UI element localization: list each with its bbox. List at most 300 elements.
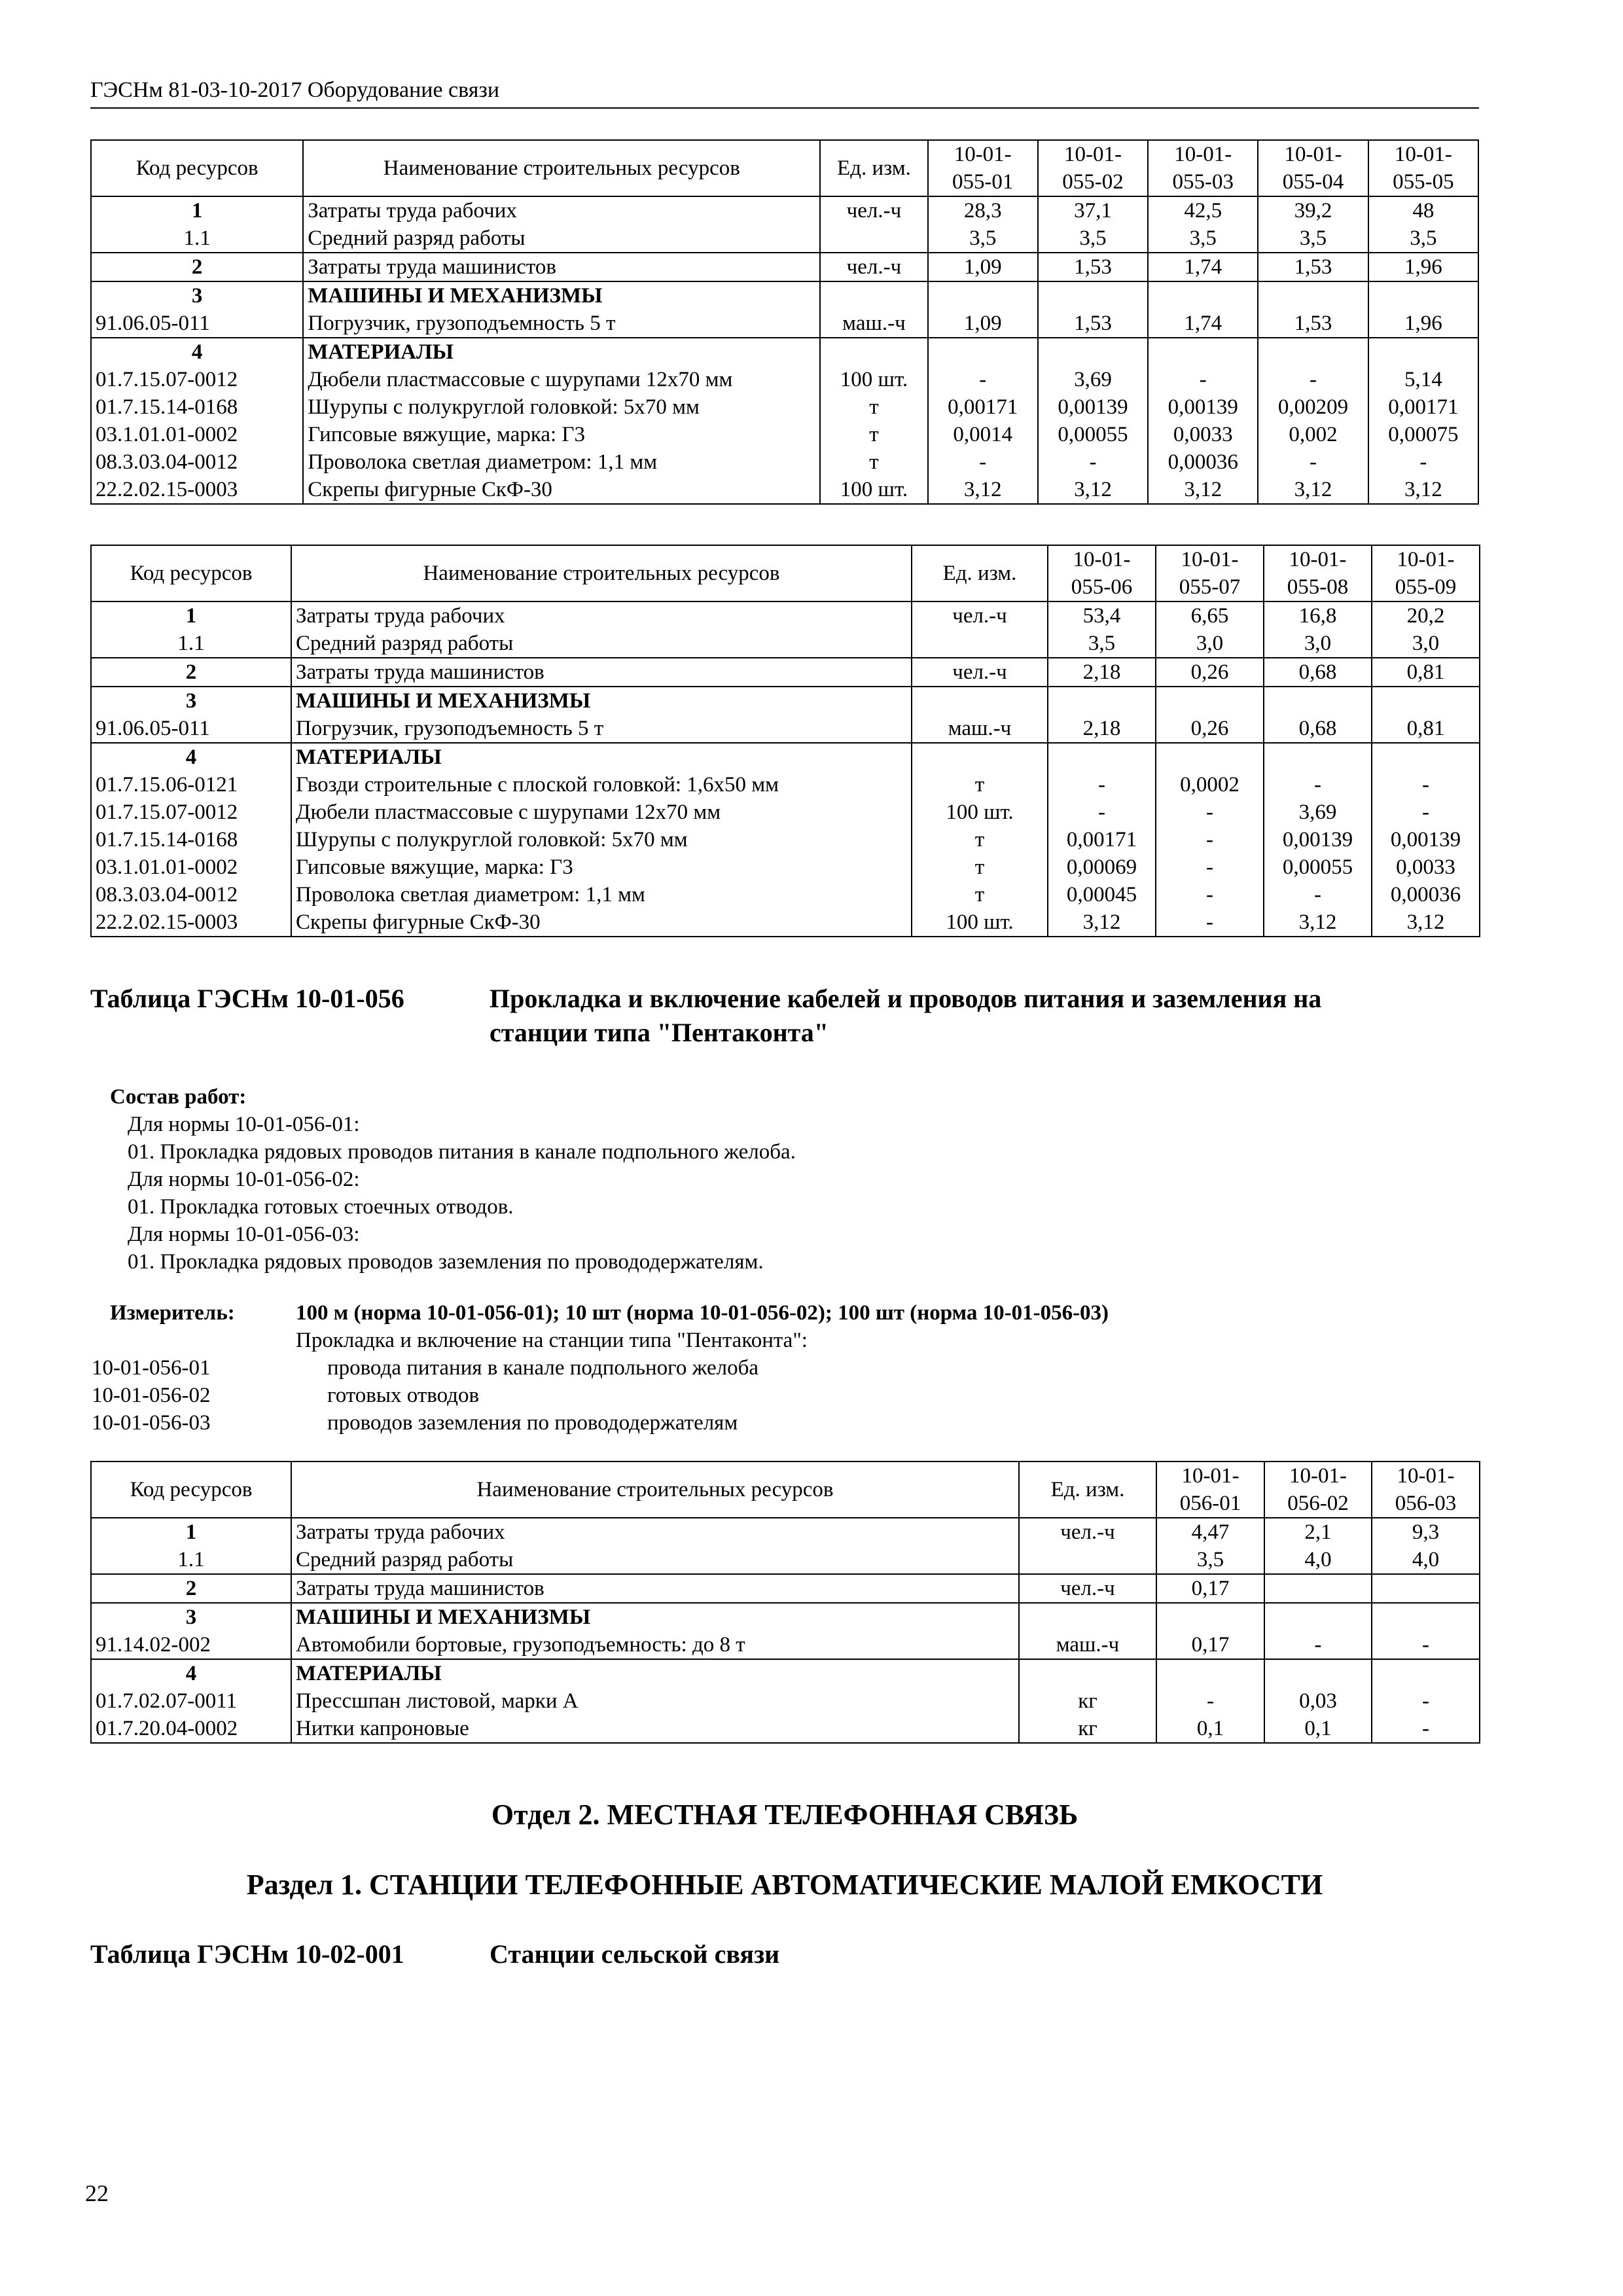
table-cell: Автомобили бортовые, грузоподъемность: до 8 т: [291, 1631, 1019, 1659]
table-cell: 9,3: [1372, 1518, 1480, 1546]
table-cell: -: [1156, 826, 1264, 853]
table-cell: Скрепы фигурные СкФ-30: [303, 476, 820, 504]
table-cell: [1258, 338, 1368, 366]
table-cell: 3,12: [1368, 476, 1478, 504]
col-norm-header: [1156, 1462, 1264, 1518]
table-cell: 100 шт.: [820, 366, 927, 393]
table-cell: 3,0: [1264, 630, 1372, 658]
table-cell: МАШИНЫ И МЕХАНИЗМЫ: [291, 687, 912, 715]
table-cell: [1264, 1574, 1372, 1603]
table-cell: 2: [91, 658, 291, 687]
cell-text: 055-08: [1287, 575, 1349, 599]
table-row: [91, 908, 1480, 937]
table-cell: 0,002: [1258, 421, 1368, 448]
table-row: [91, 1631, 1480, 1659]
table-cell: 0,1: [1264, 1715, 1372, 1743]
table-cell: [1019, 1546, 1156, 1574]
table-cell: 3: [91, 687, 291, 715]
cell-text: 10-01-056-02: [92, 1384, 211, 1407]
table-row: [91, 366, 1478, 393]
cell-text: 055-07: [1179, 575, 1241, 599]
table-cell: 0,0002: [1156, 771, 1264, 798]
table-cell: [1038, 338, 1148, 366]
table-cell: 0,03: [1264, 1687, 1372, 1715]
table-cell: Гипсовые вяжущие, марка: Г3: [291, 853, 912, 881]
cell-text: 055-04: [1282, 170, 1344, 194]
col-norm-header: [1264, 545, 1372, 601]
col-norm-header: [1048, 545, 1156, 601]
cell-text: 055-03: [1172, 170, 1234, 194]
table-cell: 1,74: [1148, 310, 1258, 338]
table-cell: -: [928, 448, 1038, 476]
table-cell: Затраты труда машинистов: [291, 658, 912, 687]
table-cell: т: [820, 448, 927, 476]
table-cell: Гипсовые вяжущие, марка: Г3: [303, 421, 820, 448]
table-cell: 0,00139: [1264, 826, 1372, 853]
table-cell: 1.1: [91, 1546, 291, 1574]
table-cell: [1264, 1603, 1372, 1631]
table-cell: 0,00171: [1048, 826, 1156, 853]
table-cell: 3,5: [928, 224, 1038, 253]
table-cell: Средний разряд работы: [291, 630, 912, 658]
table-row: [91, 798, 1480, 826]
table-cell: 3,12: [1038, 476, 1148, 504]
list-item: [92, 1354, 758, 1382]
table-cell: 0,26: [1156, 658, 1264, 687]
composition-line: Для нормы 10-01-056-02:: [128, 1168, 360, 1191]
table-cell: 0,00055: [1264, 853, 1372, 881]
table-cell: [1372, 687, 1480, 715]
table-cell: 4: [91, 1659, 291, 1687]
col-norm-header: [1148, 140, 1258, 196]
resource-table-055-01-05: [90, 139, 1479, 505]
table-row: [91, 1518, 1480, 1546]
cell-text: готовых отводов: [327, 1384, 480, 1407]
table-cell: [820, 281, 927, 310]
table-cell: Погрузчик, грузоподъемность 5 т: [303, 310, 820, 338]
table-cell: 01.7.20.04-0002: [91, 1715, 291, 1743]
table-row: [91, 771, 1480, 798]
table-cell: т: [912, 881, 1048, 908]
table-cell: -: [1148, 366, 1258, 393]
table-cell: 1,96: [1368, 253, 1478, 281]
table-cell: -: [1264, 771, 1372, 798]
table-cell: Затраты труда рабочих: [291, 601, 912, 630]
table-cell: 3,0: [1372, 630, 1480, 658]
table-cell: т: [820, 393, 927, 421]
table-cell: [1019, 1659, 1156, 1687]
table-cell: 16,8: [1264, 601, 1372, 630]
table-cell: чел.-ч: [1019, 1574, 1156, 1603]
table-cell: Средний разряд работы: [303, 224, 820, 253]
table-cell: 2,18: [1048, 658, 1156, 687]
table-cell: 2,1: [1264, 1518, 1372, 1546]
table-cell: -: [1048, 771, 1156, 798]
table-cell: 0,26: [1156, 715, 1264, 743]
table-cell: -: [1156, 853, 1264, 881]
table-cell: 0,00036: [1372, 881, 1480, 908]
table-cell: 0,00075: [1368, 421, 1478, 448]
table-cell: [1372, 1603, 1480, 1631]
table-row: [91, 1715, 1480, 1743]
table-row: [91, 253, 1478, 281]
table-cell: 4,47: [1156, 1518, 1264, 1546]
table-cell: 4: [91, 338, 303, 366]
section-title: Раздел 1. СТАНЦИИ ТЕЛЕФОННЫЕ АВТОМАТИЧЕСКИЕ МАЛОЙ ЕМКОСТИ: [246, 1869, 1323, 1901]
table-row: [91, 715, 1480, 743]
table-cell: чел.-ч: [820, 196, 927, 224]
table-cell: чел.-ч: [1019, 1518, 1156, 1546]
table-cell: [1368, 338, 1478, 366]
table-cell: 3,5: [1156, 1546, 1264, 1574]
table-cell: 4: [91, 743, 291, 771]
table-cell: 0,00171: [1368, 393, 1478, 421]
table-cell: -: [1156, 908, 1264, 937]
page-number: 22: [85, 2180, 109, 2206]
table-cell: Дюбели пластмассовые с шурупами 12х70 мм: [291, 798, 912, 826]
table-cell: -: [1258, 448, 1368, 476]
table-cell: маш.-ч: [820, 310, 927, 338]
table-cell: 03.1.01.01-0002: [91, 421, 303, 448]
cell-text: 056-02: [1287, 1492, 1349, 1515]
table-cell: чел.-ч: [912, 601, 1048, 630]
table-cell: 0,0033: [1148, 421, 1258, 448]
table-cell: [1048, 743, 1156, 771]
table-cell: 100 шт.: [820, 476, 927, 504]
table-cell: [1264, 687, 1372, 715]
table-cell: 1,53: [1258, 310, 1368, 338]
cell-text: провода питания в канале подпольного желоба: [327, 1356, 759, 1380]
table-cell: [1258, 281, 1368, 310]
table-cell: 01.7.15.06-0121: [91, 771, 291, 798]
table-cell: кг: [1019, 1687, 1156, 1715]
col-name-header: Наименование строительных ресурсов: [291, 545, 912, 601]
table-cell: чел.-ч: [912, 658, 1048, 687]
col-norm-header: [1264, 1462, 1372, 1518]
table-cell: -: [1156, 881, 1264, 908]
col-unit-header: Ед. изм.: [820, 140, 927, 196]
table-row: [91, 658, 1480, 687]
cell-text: 10-01-: [1063, 143, 1122, 166]
table-row: [91, 630, 1480, 658]
col-code-header: Код ресурсов: [91, 545, 291, 601]
table-cell: 1: [91, 1518, 291, 1546]
table-cell: [820, 338, 927, 366]
col-name-header: Наименование строительных ресурсов: [303, 140, 820, 196]
table-cell: [1156, 743, 1264, 771]
cell-text: 055-09: [1395, 575, 1457, 599]
meter-description: Прокладка и включение на станции типа "Пентаконта":: [296, 1329, 808, 1352]
table-header-row: [91, 1462, 1480, 1518]
table-cell: Скрепы фигурные СкФ-30: [291, 908, 912, 937]
cell-text: 10-01-: [1289, 548, 1347, 571]
table-cell: 0,00045: [1048, 881, 1156, 908]
table-row: [91, 421, 1478, 448]
meter-value: 100 м (норма 10-01-056-01); 10 шт (норма 10-01-056-02); 100 шт (норма 10-01-056-03): [296, 1301, 1109, 1325]
table-caption-title: Прокладка и включение кабелей и проводов питания и заземления на станции типа "Пентаконта": [490, 984, 1322, 1047]
table-cell: 0,1: [1156, 1715, 1264, 1743]
table-cell: Шурупы с полукруглой головкой: 5х70 мм: [303, 393, 820, 421]
table-cell: 01.7.02.07-0011: [91, 1687, 291, 1715]
col-code-header: Код ресурсов: [91, 140, 303, 196]
table-cell: -: [1372, 1715, 1480, 1743]
table-cell: 0,17: [1156, 1574, 1264, 1603]
cell-text: 10-01-: [1174, 143, 1232, 166]
table-cell: Погрузчик, грузоподъемность 5 т: [291, 715, 912, 743]
table-cell: 2: [91, 253, 303, 281]
table-cell: [1372, 1574, 1480, 1603]
table-row: [91, 826, 1480, 853]
table-row: [91, 224, 1478, 253]
table-cell: 0,0033: [1372, 853, 1480, 881]
cell-text: 10-01-: [1284, 143, 1342, 166]
table-cell: т: [820, 421, 927, 448]
department-title: Отдел 2. МЕСТНАЯ ТЕЛЕФОННАЯ СВЯЗЬ: [491, 1799, 1079, 1831]
table-cell: маш.-ч: [912, 715, 1048, 743]
table-cell: 91.06.05-011: [91, 310, 303, 338]
table-cell: Затраты труда рабочих: [291, 1518, 1019, 1546]
table-cell: 28,3: [928, 196, 1038, 224]
composition-label: Состав работ:: [110, 1085, 247, 1109]
cell-text: 055-06: [1071, 575, 1133, 599]
resource-table-055-06-09: [90, 545, 1480, 937]
table-row: [91, 1574, 1480, 1603]
table-cell: 0,00036: [1148, 448, 1258, 476]
table-cell: 91.06.05-011: [91, 715, 291, 743]
table-row: [91, 881, 1480, 908]
table-cell: 3,12: [1372, 908, 1480, 937]
table-cell: [1148, 338, 1258, 366]
cell-text: 10-01-: [1397, 548, 1455, 571]
table-cell: Нитки капроновые: [291, 1715, 1019, 1743]
table-cell: Прессшпан листовой, марки А: [291, 1687, 1019, 1715]
table-cell: [1148, 281, 1258, 310]
table-cell: 3,5: [1258, 224, 1368, 253]
resource-table-056: [90, 1461, 1480, 1744]
table-cell: 1.1: [91, 630, 291, 658]
table-cell: 3,12: [1258, 476, 1368, 504]
table-cell: [928, 338, 1038, 366]
table-cell: [1368, 281, 1478, 310]
table-cell: 37,1: [1038, 196, 1148, 224]
table-cell: 6,65: [1156, 601, 1264, 630]
table-row: [91, 601, 1480, 630]
table-cell: кг: [1019, 1715, 1156, 1743]
table-cell: -: [1264, 881, 1372, 908]
col-norm-header: [1038, 140, 1148, 196]
cell-text: 10-01-: [1181, 1464, 1240, 1488]
list-item: [92, 1409, 758, 1437]
table-cell: 3,12: [928, 476, 1038, 504]
table-cell: -: [1156, 1687, 1264, 1715]
table-cell: 0,00139: [1038, 393, 1148, 421]
cell-text: проводов заземления по провододержателям: [327, 1411, 738, 1435]
table-cell: 0,00209: [1258, 393, 1368, 421]
table-row: [91, 476, 1478, 504]
table-cell: [912, 687, 1048, 715]
cell-text: 10-01-: [1073, 548, 1131, 571]
table-cell: 08.3.03.04-0012: [91, 448, 303, 476]
table-cell: [1019, 1603, 1156, 1631]
table-cell: [1038, 281, 1148, 310]
meter-label: Измеритель:: [110, 1301, 235, 1325]
table-cell: 1,09: [928, 310, 1038, 338]
table-cell: т: [912, 826, 1048, 853]
table-cell: -: [1048, 798, 1156, 826]
table-row: [91, 687, 1480, 715]
cell-text: 10-01-: [1394, 143, 1452, 166]
table-cell: Средний разряд работы: [291, 1546, 1019, 1574]
table-cell: МАТЕРИАЛЫ: [291, 1659, 1019, 1687]
cell-text: 10-01-056-03: [92, 1411, 211, 1435]
cell-text: 056-03: [1395, 1492, 1457, 1515]
table-cell: [1372, 743, 1480, 771]
cell-text: 10-01-: [1397, 1464, 1455, 1488]
table-cell: 1,09: [928, 253, 1038, 281]
table-cell: Гвозди строительные с плоской головкой: 1,6х50 мм: [291, 771, 912, 798]
table-cell: [1156, 1603, 1264, 1631]
cell-text: 10-01-: [1289, 1464, 1347, 1488]
table-cell: [912, 743, 1048, 771]
col-norm-header: [1372, 1462, 1480, 1518]
composition-line: 01. Прокладка готовых стоечных отводов.: [128, 1195, 514, 1219]
table-cell: 3,0: [1156, 630, 1264, 658]
table-cell: 1,96: [1368, 310, 1478, 338]
table-header-row: [91, 545, 1480, 601]
table-cell: [1264, 1659, 1372, 1687]
table-cell: 1: [91, 601, 291, 630]
table-cell: 3,12: [1048, 908, 1156, 937]
table-cell: чел.-ч: [820, 253, 927, 281]
table-cell: 3,12: [1148, 476, 1258, 504]
table-cell: [820, 224, 927, 253]
table-cell: -: [928, 366, 1038, 393]
table-cell: Шурупы с полукруглой головкой: 5х70 мм: [291, 826, 912, 853]
table-row: [91, 281, 1478, 310]
table-cell: 0,00055: [1038, 421, 1148, 448]
table-cell: 0,81: [1372, 715, 1480, 743]
cell-text: 056-01: [1179, 1492, 1241, 1515]
table-cell: 2,18: [1048, 715, 1156, 743]
table-cell: 39,2: [1258, 196, 1368, 224]
col-code-header: Код ресурсов: [91, 1462, 291, 1518]
col-norm-header: [1372, 545, 1480, 601]
norm-list: [92, 1354, 758, 1437]
table-cell: -: [1038, 448, 1148, 476]
table-row: [91, 310, 1478, 338]
table-cell: 0,17: [1156, 1631, 1264, 1659]
table-cell: -: [1372, 771, 1480, 798]
table-cell: [1048, 687, 1156, 715]
table-cell: 4,0: [1264, 1546, 1372, 1574]
table-cell: 0,68: [1264, 715, 1372, 743]
table-cell: -: [1156, 798, 1264, 826]
table-caption-title: Станции сельской связи: [490, 1939, 780, 1969]
table-cell: 53,4: [1048, 601, 1156, 630]
table-cell: 3,5: [1148, 224, 1258, 253]
table-cell: 1,53: [1258, 253, 1368, 281]
table-cell: 3,5: [1368, 224, 1478, 253]
table-cell: [928, 281, 1038, 310]
table-cell: МАТЕРИАЛЫ: [303, 338, 820, 366]
table-cell: 08.3.03.04-0012: [91, 881, 291, 908]
table-row: [91, 196, 1478, 224]
table-cell: [1372, 1659, 1480, 1687]
table-cell: 0,81: [1372, 658, 1480, 687]
table-cell: -: [1264, 1631, 1372, 1659]
table-cell: 3,5: [1048, 630, 1156, 658]
composition-line: 01. Прокладка рядовых проводов заземления по провододержателям.: [128, 1250, 764, 1274]
cell-text: 10-01-056-01: [92, 1356, 211, 1380]
table-cell: 5,14: [1368, 366, 1478, 393]
table-cell: 0,00069: [1048, 853, 1156, 881]
table-row: [91, 1546, 1480, 1574]
table-cell: [1156, 1659, 1264, 1687]
list-item: [92, 1382, 758, 1409]
table-cell: 3,69: [1038, 366, 1148, 393]
table-cell: 1: [91, 196, 303, 224]
table-row: [91, 743, 1480, 771]
table-row: [91, 1659, 1480, 1687]
cell-text: 055-02: [1062, 170, 1124, 194]
cell-text: 055-05: [1393, 170, 1454, 194]
table-cell: 1,53: [1038, 253, 1148, 281]
col-unit-header: Ед. изм.: [1019, 1462, 1156, 1518]
running-header: ГЭСНм 81-03-10-2017 Оборудование связи: [90, 77, 1479, 109]
table-row: [91, 1687, 1480, 1715]
table-cell: 1,53: [1038, 310, 1148, 338]
col-norm-header: [928, 140, 1038, 196]
col-norm-header: [1156, 545, 1264, 601]
table-cell: Затраты труда рабочих: [303, 196, 820, 224]
table-cell: -: [1368, 448, 1478, 476]
table-cell: 01.7.15.07-0012: [91, 798, 291, 826]
table-cell: т: [912, 771, 1048, 798]
table-header-row: [91, 140, 1478, 196]
composition-line: Для нормы 10-01-056-03:: [128, 1223, 360, 1246]
table-row: [91, 1603, 1480, 1631]
table-cell: 100 шт.: [912, 908, 1048, 937]
table-cell: -: [1258, 366, 1368, 393]
table-cell: 01.7.15.07-0012: [91, 366, 303, 393]
table-cell: 22.2.02.15-0003: [91, 908, 291, 937]
cell-text: 10-01-: [954, 143, 1012, 166]
table-cell: 42,5: [1148, 196, 1258, 224]
table-cell: 48: [1368, 196, 1478, 224]
cell-text: 055-01: [952, 170, 1014, 194]
table-cell: МАШИНЫ И МЕХАНИЗМЫ: [291, 1603, 1019, 1631]
table-cell: т: [912, 853, 1048, 881]
table-row: [91, 393, 1478, 421]
table-cell: Дюбели пластмассовые с шурупами 12х70 мм: [303, 366, 820, 393]
table-cell: 20,2: [1372, 601, 1480, 630]
table-cell: Проволока светлая диаметром: 1,1 мм: [303, 448, 820, 476]
table-cell: 01.7.15.14-0168: [91, 393, 303, 421]
table-row: [91, 338, 1478, 366]
table-cell: 91.14.02-002: [91, 1631, 291, 1659]
table-cell: 3: [91, 1603, 291, 1631]
table-cell: 3,12: [1264, 908, 1372, 937]
table-row: [91, 448, 1478, 476]
table-cell: МАШИНЫ И МЕХАНИЗМЫ: [303, 281, 820, 310]
table-cell: 0,00139: [1372, 826, 1480, 853]
col-norm-header: [1368, 140, 1478, 196]
table-cell: -: [1372, 1687, 1480, 1715]
table-cell: Затраты труда машинистов: [291, 1574, 1019, 1603]
table-cell: 0,00171: [928, 393, 1038, 421]
col-name-header: Наименование строительных ресурсов: [291, 1462, 1019, 1518]
composition-line: Для нормы 10-01-056-01:: [128, 1113, 360, 1136]
